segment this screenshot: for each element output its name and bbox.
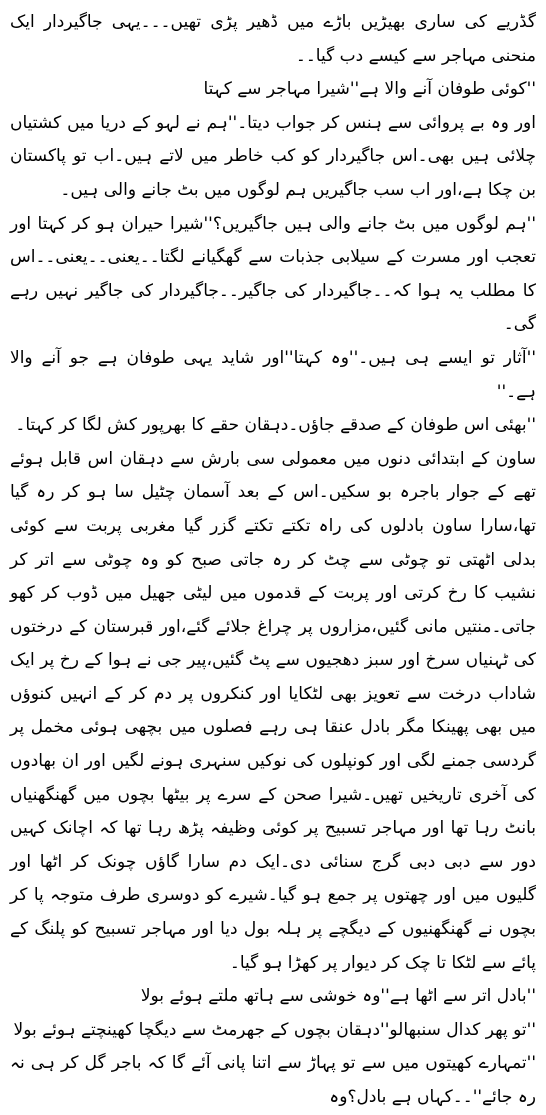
paragraph-6: ''بھئی اس طوفان کے صدقے جاؤں۔دہقان حقے کا بھرپور کش لگا کر کہتا۔ — [15, 415, 536, 436]
paragraph-8: ''بادل اتر سے اٹھا ہے''وہ خوشی سے ہاتھ ملتے ہوئے بولا — [140, 986, 536, 1007]
paragraph-2: ''کوئی طوفان آنے والا ہے''شیرا مہاجر سے کہتا — [203, 79, 536, 100]
paragraph-10: ''تمہارے کھیتوں میں سے تو پہاڑ سے اتنا پانی آئے گا کہ باجر گل کر ہی نہ رہ جائے''۔۔کہاں ہے بادل؟وہ — [10, 1053, 536, 1107]
paragraph-5: ''آثار تو ایسے ہی ہیں۔''وہ کہتا''اور شاید یہی طوفان ہے جو آنے والا ہے۔'' — [10, 347, 536, 402]
paragraph-9: ''تو پھر کدال سنبھالو''دہقان بچوں کے جھرمٹ سے دیگچا کھینچتے ہوئے بولا — [13, 1019, 536, 1040]
paragraph-1: گڈریے کی ساری بھیڑیں باڑے میں ڈھیر پڑی تھیں۔۔۔یہی جاگیردار ایک منحنی مہاجر سے کیسے دب گیا۔۔ — [10, 12, 536, 66]
paragraph-3: اور وہ بے پروائی سے ہنس کر جواب دیتا۔''ہم نے لہو کے دریا میں کشتیاں چلائی ہیں بھی۔اس جاگیردار کو کب خاطر میں لاتے ہیں۔اب تو پاکستان بن چکا ہے،اور اب سب جاگیریں ہم لوگوں میں بٹ جانے والی ہیں۔ — [10, 112, 536, 200]
paragraph-4: ''ہم لوگوں میں بٹ جانے والی ہیں جاگیریں؟''شیرا حیران ہو کر کہتا اور تعجب اور مسرت کے سیلابی جذبات سے گھگیانے لگتا۔۔یعنی۔۔یعنی۔۔اس کا مطلب یہ ہوا کہ۔۔جاگیردار کی جاگیر۔۔جاگیردار کی جاگیر نہیں رہے گی۔ — [10, 213, 536, 335]
paragraph-7: ساون کے ابتدائی دنوں میں معمولی سی بارش سے دہقان اس قابل ہوئے تھے کے جوار باجرہ بو سکیں۔اس کے بعد آسمان چٹیل سا ہو کر رہ گیا تھا،سارا ساون بادلوں کی راہ تکتے تکتے گزر گیا مغربی پربت سے کوئی بدلی اٹھتی تو چوٹی سے چٹ کر رہ جاتی صبح کو وہ چوٹی سے اتر کر نشیب کا رخ کرتی اور پربت کے قدموں میں لیٹی جھیل میں ڈوب کر کھو جاتی۔منتیں مانی گئیں،مزاروں پر چراغ جلائے گئے،اور قبرستان کے درختوں کی ٹہنیاں سرخ اور سبز دھجیوں سے پٹ گئیں،پیر جی نے ہوا کے رخ پر ایک شاداب درخت سے تعویز بھی لٹکایا اور کنکروں پر دم کر کے انہیں کنوؤں میں بھی پھینکا مگر بادل عنقا ہی رہے فصلوں میں بچھی ہوئی مخمل پر گردسی جمنے لگی اور کونپلوں کی نوکیں سنہری ہونے لگیں اور ان بھادوں کی آخری تاریخیں تھیں۔شیرا صحن کے سرے پر بیٹھا بچوں میں گھنگھنیاں بانٹ رہا تھا اور مہاجر تسبیح پر کوئی وظیفہ پڑھ رہا تھا کہ اچانک کہیں دور سے دبی دبی گرج سنائی دی۔ایک دم سارا گاؤں چونک کر اٹھا اور گلیوں میں اور چھتوں پر جمع ہو گیا۔شیرے کو دوسری طرف متوجہ پا کر بچوں نے گھنگھنیوں کے دیگچے پر ہلہ بول دیا اور مہاجر تسبیح کو پلنگ کے پائے سے لٹکا تا چک کر دیوار پر کھڑا ہو گیا۔ — [10, 448, 536, 973]
